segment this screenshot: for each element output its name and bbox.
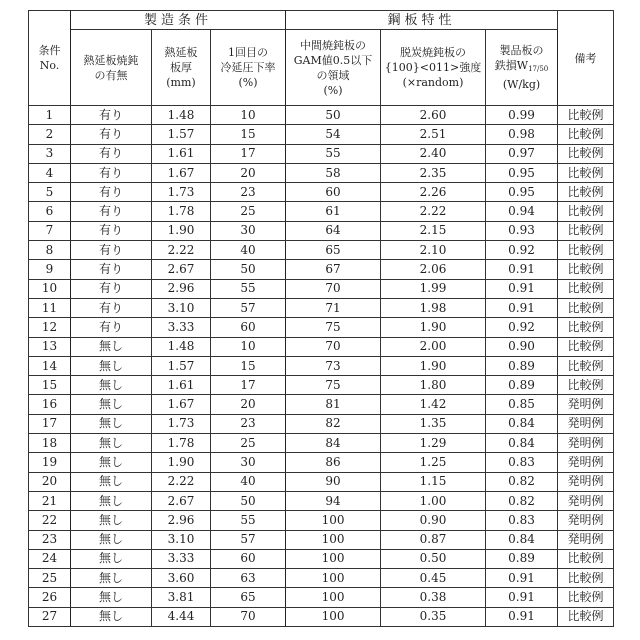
cell-reduction: 57 xyxy=(211,298,286,317)
cell-iron-loss: 0.91 xyxy=(486,260,558,279)
cell-gam-area: 73 xyxy=(286,356,381,375)
cell-intensity: 1.90 xyxy=(381,356,486,375)
cell-gam-area: 55 xyxy=(286,144,381,163)
cell-remark: 比較例 xyxy=(558,202,614,221)
cell-annealing: 有り xyxy=(71,202,152,221)
header-manufacturing-conditions: 製造条件 xyxy=(71,11,286,30)
cell-thickness: 1.90 xyxy=(152,221,211,240)
cell-condition-no: 10 xyxy=(29,279,71,298)
cell-gam-area: 58 xyxy=(286,163,381,182)
cell-gam-area: 67 xyxy=(286,260,381,279)
cell-intensity: 0.90 xyxy=(381,511,486,530)
cell-iron-loss: 0.83 xyxy=(486,453,558,472)
cell-thickness: 2.96 xyxy=(152,511,211,530)
cell-remark: 比較例 xyxy=(558,607,614,626)
cell-gam-area: 86 xyxy=(286,453,381,472)
cell-annealing: 無し xyxy=(71,549,152,568)
cell-remark: 発明例 xyxy=(558,491,614,510)
cell-reduction: 70 xyxy=(211,607,286,626)
cell-condition-no: 5 xyxy=(29,183,71,202)
header-line: No. xyxy=(29,58,70,73)
cell-thickness: 1.90 xyxy=(152,453,211,472)
cell-iron-loss: 0.91 xyxy=(486,569,558,588)
cell-iron-loss: 0.95 xyxy=(486,183,558,202)
cell-annealing: 無し xyxy=(71,472,152,491)
table-row xyxy=(29,472,614,491)
header-line: (mm) xyxy=(152,75,210,90)
cell-thickness: 2.22 xyxy=(152,472,211,491)
cell-annealing: 有り xyxy=(71,106,152,125)
cell-reduction: 40 xyxy=(211,472,286,491)
cell-remark: 発明例 xyxy=(558,434,614,453)
cell-condition-no: 22 xyxy=(29,511,71,530)
cell-remark: 比較例 xyxy=(558,549,614,568)
cell-intensity: 1.25 xyxy=(381,453,486,472)
header-hot-band-thickness xyxy=(152,30,211,106)
table-row xyxy=(29,163,614,182)
cell-thickness: 3.60 xyxy=(152,569,211,588)
cell-intensity: 1.00 xyxy=(381,491,486,510)
cell-thickness: 4.44 xyxy=(152,607,211,626)
cell-thickness: 1.78 xyxy=(152,434,211,453)
table-row xyxy=(29,202,614,221)
cell-annealing: 無し xyxy=(71,491,152,510)
cell-remark: 比較例 xyxy=(558,260,614,279)
cell-condition-no: 2 xyxy=(29,125,71,144)
cell-intensity: 1.35 xyxy=(381,414,486,433)
cell-reduction: 20 xyxy=(211,395,286,414)
cell-iron-loss: 0.89 xyxy=(486,376,558,395)
cell-remark: 比較例 xyxy=(558,376,614,395)
cell-remark: 比較例 xyxy=(558,241,614,260)
header-line xyxy=(486,58,557,77)
table-row xyxy=(29,279,614,298)
cell-intensity: 0.45 xyxy=(381,569,486,588)
cell-remark: 比較例 xyxy=(558,279,614,298)
header-line: の領域 xyxy=(286,68,380,83)
cell-thickness: 1.61 xyxy=(152,144,211,163)
cell-thickness: 3.33 xyxy=(152,549,211,568)
cell-condition-no: 25 xyxy=(29,569,71,588)
cell-condition-no: 24 xyxy=(29,549,71,568)
header-line: 板厚 xyxy=(152,60,210,75)
cell-thickness: 3.10 xyxy=(152,298,211,317)
cell-reduction: 15 xyxy=(211,356,286,375)
cell-reduction: 17 xyxy=(211,144,286,163)
cell-remark: 比較例 xyxy=(558,356,614,375)
table-row xyxy=(29,588,614,607)
cell-gam-area: 60 xyxy=(286,183,381,202)
cell-annealing: 無し xyxy=(71,356,152,375)
cell-reduction: 60 xyxy=(211,549,286,568)
table-row xyxy=(29,395,614,414)
header-steel-properties: 鋼板特性 xyxy=(286,11,558,30)
cell-remark: 発明例 xyxy=(558,395,614,414)
cell-gam-area: 75 xyxy=(286,376,381,395)
cell-condition-no: 4 xyxy=(29,163,71,182)
cell-intensity: 2.22 xyxy=(381,202,486,221)
cell-iron-loss: 0.92 xyxy=(486,318,558,337)
cell-reduction: 40 xyxy=(211,241,286,260)
cell-condition-no: 6 xyxy=(29,202,71,221)
cell-reduction: 50 xyxy=(211,260,286,279)
cell-intensity: 0.87 xyxy=(381,530,486,549)
cell-condition-no: 17 xyxy=(29,414,71,433)
cell-thickness: 1.57 xyxy=(152,125,211,144)
cell-thickness: 2.67 xyxy=(152,260,211,279)
cell-gam-area: 100 xyxy=(286,569,381,588)
cell-thickness: 1.73 xyxy=(152,414,211,433)
table-row xyxy=(29,569,614,588)
cell-condition-no: 8 xyxy=(29,241,71,260)
header-first-cold-reduction xyxy=(211,30,286,106)
cell-reduction: 15 xyxy=(211,125,286,144)
table-row xyxy=(29,298,614,317)
table-row xyxy=(29,453,614,472)
cell-annealing: 有り xyxy=(71,163,152,182)
cell-condition-no: 18 xyxy=(29,434,71,453)
cell-annealing: 有り xyxy=(71,125,152,144)
cell-gam-area: 61 xyxy=(286,202,381,221)
cell-iron-loss: 0.92 xyxy=(486,241,558,260)
header-line: 製品板の xyxy=(486,43,557,58)
cell-annealing: 無し xyxy=(71,376,152,395)
table-row xyxy=(29,491,614,510)
cell-remark: 発明例 xyxy=(558,453,614,472)
header-line: 熱延板 xyxy=(152,45,210,60)
cell-iron-loss: 0.94 xyxy=(486,202,558,221)
cell-reduction: 25 xyxy=(211,202,286,221)
cell-gam-area: 65 xyxy=(286,241,381,260)
cell-iron-loss: 0.85 xyxy=(486,395,558,414)
cell-condition-no: 14 xyxy=(29,356,71,375)
cell-iron-loss: 0.97 xyxy=(486,144,558,163)
cell-thickness: 1.57 xyxy=(152,356,211,375)
cell-thickness: 2.67 xyxy=(152,491,211,510)
header-hot-band-annealing xyxy=(71,30,152,106)
cell-iron-loss: 0.91 xyxy=(486,588,558,607)
cell-iron-loss: 0.91 xyxy=(486,607,558,626)
cell-intensity: 2.40 xyxy=(381,144,486,163)
cell-annealing: 有り xyxy=(71,183,152,202)
cell-intensity: 1.99 xyxy=(381,279,486,298)
header-line: {100}<011>強度 xyxy=(381,60,485,75)
cell-reduction: 30 xyxy=(211,453,286,472)
cell-intensity: 0.50 xyxy=(381,549,486,568)
cell-remark: 比較例 xyxy=(558,298,614,317)
cell-iron-loss: 0.98 xyxy=(486,125,558,144)
table-row xyxy=(29,260,614,279)
cell-intensity: 1.29 xyxy=(381,434,486,453)
table-row xyxy=(29,144,614,163)
table-row xyxy=(29,318,614,337)
cell-gam-area: 100 xyxy=(286,549,381,568)
cell-reduction: 65 xyxy=(211,588,286,607)
cell-thickness: 3.81 xyxy=(152,588,211,607)
cell-reduction: 23 xyxy=(211,414,286,433)
cell-gam-area: 50 xyxy=(286,106,381,125)
cell-intensity: 2.10 xyxy=(381,241,486,260)
cell-iron-loss: 0.82 xyxy=(486,491,558,510)
cell-annealing: 無し xyxy=(71,588,152,607)
cell-annealing: 無し xyxy=(71,511,152,530)
cell-annealing: 有り xyxy=(71,241,152,260)
cell-reduction: 30 xyxy=(211,221,286,240)
table-row xyxy=(29,434,614,453)
cell-intensity: 1.15 xyxy=(381,472,486,491)
cell-condition-no: 26 xyxy=(29,588,71,607)
header-text: 鉄損W xyxy=(495,59,528,72)
header-line: 熱延板焼鈍 xyxy=(71,53,151,68)
cell-gam-area: 71 xyxy=(286,298,381,317)
cell-annealing: 無し xyxy=(71,434,152,453)
header-line: (W/kg) xyxy=(486,77,557,92)
cell-iron-loss: 0.82 xyxy=(486,472,558,491)
header-line: (×random) xyxy=(381,75,485,90)
cell-gam-area: 100 xyxy=(286,511,381,530)
table-row xyxy=(29,106,614,125)
cell-annealing: 無し xyxy=(71,337,152,356)
cell-intensity: 1.42 xyxy=(381,395,486,414)
header-iron-loss xyxy=(486,30,558,106)
cell-gam-area: 94 xyxy=(286,491,381,510)
cell-reduction: 17 xyxy=(211,376,286,395)
header-line: 脱炭焼鈍板の xyxy=(381,45,485,60)
cell-remark: 発明例 xyxy=(558,511,614,530)
cell-iron-loss: 0.95 xyxy=(486,163,558,182)
cell-remark: 発明例 xyxy=(558,414,614,433)
header-condition-no xyxy=(29,11,71,106)
cell-thickness: 1.78 xyxy=(152,202,211,221)
table-row xyxy=(29,337,614,356)
header-line: (%) xyxy=(211,75,285,90)
cell-gam-area: 75 xyxy=(286,318,381,337)
header-remarks: 備考 xyxy=(558,11,614,106)
cell-remark: 比較例 xyxy=(558,221,614,240)
cell-reduction: 50 xyxy=(211,491,286,510)
header-line: 中間焼鈍板の xyxy=(286,38,380,53)
cell-iron-loss: 0.89 xyxy=(486,549,558,568)
cell-condition-no: 12 xyxy=(29,318,71,337)
cell-gam-area: 70 xyxy=(286,279,381,298)
table-row xyxy=(29,549,614,568)
cell-intensity: 2.06 xyxy=(381,260,486,279)
cell-gam-area: 64 xyxy=(286,221,381,240)
cell-intensity: 1.80 xyxy=(381,376,486,395)
table-row xyxy=(29,221,614,240)
header-gam-area xyxy=(286,30,381,106)
cell-condition-no: 19 xyxy=(29,453,71,472)
header-line: GAM値0.5以下 xyxy=(286,53,380,68)
cell-thickness: 1.67 xyxy=(152,395,211,414)
table-row xyxy=(29,356,614,375)
cell-intensity: 2.00 xyxy=(381,337,486,356)
cell-remark: 発明例 xyxy=(558,530,614,549)
cell-thickness: 1.48 xyxy=(152,337,211,356)
cell-condition-no: 21 xyxy=(29,491,71,510)
cell-remark: 比較例 xyxy=(558,588,614,607)
cell-condition-no: 7 xyxy=(29,221,71,240)
cell-condition-no: 13 xyxy=(29,337,71,356)
cell-remark: 比較例 xyxy=(558,106,614,125)
cell-thickness: 3.10 xyxy=(152,530,211,549)
cell-annealing: 無し xyxy=(71,395,152,414)
cell-iron-loss: 0.83 xyxy=(486,511,558,530)
cell-condition-no: 27 xyxy=(29,607,71,626)
cell-iron-loss: 0.99 xyxy=(486,106,558,125)
cell-intensity: 1.90 xyxy=(381,318,486,337)
cell-iron-loss: 0.91 xyxy=(486,279,558,298)
cell-intensity: 0.38 xyxy=(381,588,486,607)
cell-iron-loss: 0.84 xyxy=(486,414,558,433)
cell-annealing: 有り xyxy=(71,144,152,163)
cell-iron-loss: 0.93 xyxy=(486,221,558,240)
table-row xyxy=(29,607,614,626)
cell-annealing: 無し xyxy=(71,607,152,626)
cell-gam-area: 100 xyxy=(286,588,381,607)
table-row xyxy=(29,414,614,433)
cell-reduction: 10 xyxy=(211,337,286,356)
cell-reduction: 20 xyxy=(211,163,286,182)
cell-gam-area: 100 xyxy=(286,530,381,549)
cell-thickness: 1.67 xyxy=(152,163,211,182)
cell-remark: 比較例 xyxy=(558,183,614,202)
cell-condition-no: 20 xyxy=(29,472,71,491)
cell-condition-no: 3 xyxy=(29,144,71,163)
cell-thickness: 1.61 xyxy=(152,376,211,395)
table-row xyxy=(29,530,614,549)
cell-condition-no: 9 xyxy=(29,260,71,279)
cell-thickness: 2.22 xyxy=(152,241,211,260)
cell-intensity: 2.60 xyxy=(381,106,486,125)
cell-remark: 比較例 xyxy=(558,569,614,588)
table-body xyxy=(29,106,614,627)
data-table xyxy=(28,10,614,627)
cell-gam-area: 84 xyxy=(286,434,381,453)
header-line: (%) xyxy=(286,83,380,98)
cell-reduction: 25 xyxy=(211,434,286,453)
cell-reduction: 10 xyxy=(211,106,286,125)
cell-thickness: 3.33 xyxy=(152,318,211,337)
cell-reduction: 57 xyxy=(211,530,286,549)
cell-condition-no: 15 xyxy=(29,376,71,395)
cell-iron-loss: 0.90 xyxy=(486,337,558,356)
cell-condition-no: 16 xyxy=(29,395,71,414)
cell-gam-area: 82 xyxy=(286,414,381,433)
cell-thickness: 2.96 xyxy=(152,279,211,298)
cell-condition-no: 23 xyxy=(29,530,71,549)
header-line: 条件 xyxy=(29,43,70,58)
cell-remark: 比較例 xyxy=(558,163,614,182)
cell-annealing: 無し xyxy=(71,530,152,549)
cell-remark: 比較例 xyxy=(558,144,614,163)
table-row xyxy=(29,511,614,530)
table-row xyxy=(29,125,614,144)
cell-remark: 比較例 xyxy=(558,337,614,356)
cell-reduction: 60 xyxy=(211,318,286,337)
header-subscript: 17/50 xyxy=(528,65,548,73)
cell-condition-no: 1 xyxy=(29,106,71,125)
header-texture-intensity xyxy=(381,30,486,106)
cell-gam-area: 70 xyxy=(286,337,381,356)
cell-annealing: 有り xyxy=(71,318,152,337)
cell-remark: 発明例 xyxy=(558,472,614,491)
table-row xyxy=(29,376,614,395)
cell-intensity: 1.98 xyxy=(381,298,486,317)
cell-gam-area: 54 xyxy=(286,125,381,144)
cell-annealing: 有り xyxy=(71,260,152,279)
cell-thickness: 1.73 xyxy=(152,183,211,202)
header-line: 1回目の xyxy=(211,45,285,60)
cell-thickness: 1.48 xyxy=(152,106,211,125)
cell-iron-loss: 0.91 xyxy=(486,298,558,317)
cell-reduction: 63 xyxy=(211,569,286,588)
cell-gam-area: 90 xyxy=(286,472,381,491)
cell-annealing: 有り xyxy=(71,279,152,298)
cell-intensity: 0.35 xyxy=(381,607,486,626)
header-line: 冷延圧下率 xyxy=(211,60,285,75)
table-row xyxy=(29,183,614,202)
cell-annealing: 無し xyxy=(71,453,152,472)
table-row xyxy=(29,241,614,260)
cell-annealing: 無し xyxy=(71,414,152,433)
cell-gam-area: 100 xyxy=(286,607,381,626)
cell-intensity: 2.15 xyxy=(381,221,486,240)
cell-remark: 比較例 xyxy=(558,125,614,144)
cell-condition-no: 11 xyxy=(29,298,71,317)
cell-reduction: 55 xyxy=(211,279,286,298)
cell-iron-loss: 0.84 xyxy=(486,434,558,453)
cell-iron-loss: 0.84 xyxy=(486,530,558,549)
cell-intensity: 2.35 xyxy=(381,163,486,182)
cell-iron-loss: 0.89 xyxy=(486,356,558,375)
cell-annealing: 有り xyxy=(71,298,152,317)
cell-reduction: 55 xyxy=(211,511,286,530)
cell-reduction: 23 xyxy=(211,183,286,202)
cell-intensity: 2.26 xyxy=(381,183,486,202)
cell-annealing: 無し xyxy=(71,569,152,588)
cell-remark: 比較例 xyxy=(558,318,614,337)
header-line: の有無 xyxy=(71,68,151,83)
cell-annealing: 有り xyxy=(71,221,152,240)
cell-intensity: 2.51 xyxy=(381,125,486,144)
cell-gam-area: 81 xyxy=(286,395,381,414)
